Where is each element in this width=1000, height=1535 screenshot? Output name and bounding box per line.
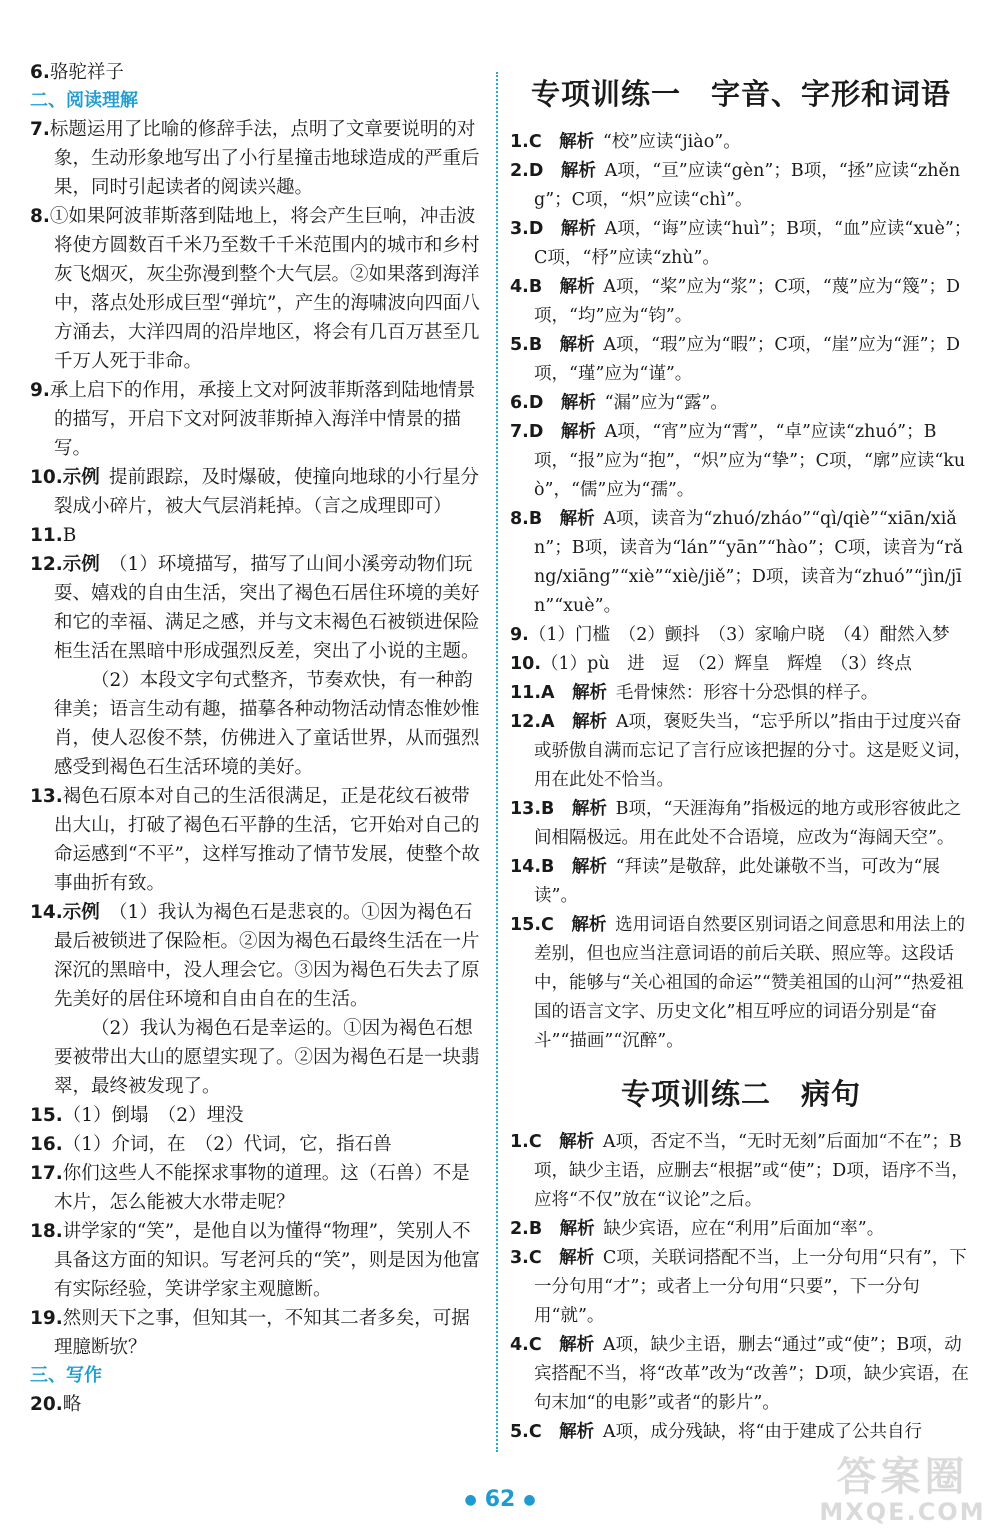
answer-tag: 解析 xyxy=(559,1335,595,1355)
answer-number: 20. xyxy=(30,1394,63,1415)
answer-tag: 解析 xyxy=(559,1132,595,1152)
answer-text: A项，“瑕”应为“暇”；C项，“崖”应为“涯”；D项，“瑾”应为“谨”。 xyxy=(534,335,961,384)
answer-item xyxy=(510,1418,972,1447)
answer-text: （1）环境描写，描写了山间小溪旁动物们玩耍、嬉戏的自由生活，突出了褐色石居住环境的美好和它的幸福、满足之感，并与文末褐色石被锁进保险柜生活在黑暗中形成强烈反差，突出了小说的主题。 xyxy=(54,554,480,662)
answer-tag: 解析 xyxy=(560,422,596,442)
answer-number: 6. xyxy=(30,62,50,83)
answer-item xyxy=(30,1159,488,1217)
page-number-text: 62 xyxy=(484,1487,516,1512)
answer-text: 提前跟踪，及时爆破，使撞向地球的小行星分裂成小碎片，被大气层消耗掉。（言之成理即可） xyxy=(54,467,480,517)
answer-text: A项，褒贬失当，“忘乎所以”指由于过度兴奋或骄傲自满而忘记了言行应该把握的分寸。这是贬义词，用在此处不恰当。 xyxy=(534,712,972,790)
answer-number: 10. xyxy=(510,654,542,674)
answer-number: 19. xyxy=(30,1308,63,1329)
answer-item xyxy=(510,1128,972,1215)
answer-text: A项，缺少主语，删去“通过”或“使”；B项，动宾搭配不当，将“改革”改为“改善”；D项，缺少宾语，在句末加“的电影”或者“的影片”。 xyxy=(534,1335,969,1413)
answer-tag: 解析 xyxy=(560,161,596,181)
answer-tag: 解析 xyxy=(571,799,607,819)
answer-item xyxy=(30,1130,488,1159)
left-column xyxy=(30,58,488,1419)
answer-item xyxy=(510,273,972,331)
answer-number: 2. xyxy=(510,161,529,181)
answer-item xyxy=(510,389,972,418)
watermark-logo-top: 答案圈 xyxy=(836,1454,969,1500)
answer-choice: D xyxy=(528,161,544,181)
answer-text: 你们这些人不能探求事物的道理。这（石兽）不是木片，怎么能被大水带走呢？ xyxy=(54,1163,470,1213)
answer-text: 讲学家的“笑”，是他自以为懂得“物理”，笑别人不具备这方面的知识。写老河兵的“笑”，则是因为他富有实际经验，笑讲学家主观臆断。 xyxy=(54,1221,480,1300)
answer-item xyxy=(510,157,972,215)
answer-text: 缺少宾语，应在“利用”后面加“率”。 xyxy=(603,1219,885,1239)
answer-item xyxy=(510,1331,972,1418)
answer-choice: D xyxy=(528,393,544,413)
answer-number: 1. xyxy=(510,1132,529,1152)
answer-number: 17. xyxy=(30,1163,63,1184)
answer-tag: 解析 xyxy=(571,915,607,935)
answer-tag: 解析 xyxy=(559,509,595,529)
answer-item xyxy=(510,331,972,389)
page-number-dot-right: ● xyxy=(523,1492,536,1508)
section-heading: 专项训练二 病句 xyxy=(620,1077,861,1111)
answer-item xyxy=(510,505,972,621)
answer-number: 5. xyxy=(510,335,529,355)
answer-item xyxy=(30,1390,488,1419)
answer-choice: C xyxy=(528,1335,542,1355)
answer-text: （1）门槛 （2）颤抖 （3）家喻户晓 （4）酣然入梦 xyxy=(528,625,950,645)
answer-item xyxy=(30,1304,488,1362)
section-title: 三、写作 xyxy=(30,1365,102,1386)
answer-choice: A xyxy=(541,712,555,732)
right-column xyxy=(510,58,972,1447)
answer-paragraph: （2）我认为褐色石是幸运的。①因为褐色石想要被带出大山的愿望实现了。②因为褐色石是一块翡翠，最终被发现了。 xyxy=(54,1018,480,1097)
answer-item xyxy=(510,708,972,795)
answer-text: （1）pù 进 逗 （2）辉皇 辉煌 （3）终点 xyxy=(541,654,912,674)
answer-text: “拜读”是敬辞，此处谦敬不当，可改为“展读”。 xyxy=(534,857,940,906)
answer-tag: 解析 xyxy=(572,683,608,703)
answer-text: 标题运用了比喻的修辞手法，点明了文章要说明的对象，生动形象地写出了小行星撞击地球造成的严重后果，同时引起读者的阅读兴趣。 xyxy=(49,119,480,198)
answer-tag: 解析 xyxy=(559,277,595,297)
answer-item xyxy=(30,376,488,463)
answer-choice: C xyxy=(528,1422,542,1442)
answer-tag: 示例 xyxy=(62,554,100,575)
answer-item xyxy=(30,1101,488,1130)
answer-tag: 解析 xyxy=(559,1248,595,1268)
answer-tag: 解析 xyxy=(559,1422,595,1442)
answer-number: 15. xyxy=(510,915,542,935)
answer-choice: B xyxy=(541,799,555,819)
answer-text: （1）介词，在 （2）代词，它，指石兽 xyxy=(62,1134,392,1155)
answer-tag: 示例 xyxy=(62,467,100,488)
answer-item xyxy=(30,550,488,666)
answer-number: 3. xyxy=(510,1248,529,1268)
section-title: 二、阅读理解 xyxy=(30,90,138,111)
answer-text: A项，“诲”应读“huì”；B项，“血”应读“xuè”；C项，“杼”应读“zhù”。 xyxy=(534,219,972,268)
answer-text: 毛骨悚然：形容十分恐惧的样子。 xyxy=(615,683,879,703)
answer-number: 5. xyxy=(510,1422,529,1442)
answer-item xyxy=(510,911,972,1056)
answer-choice: B xyxy=(528,335,543,355)
answer-text: “漏”应为“露”。 xyxy=(604,393,728,413)
answer-number: 6. xyxy=(510,393,529,413)
answer-item xyxy=(510,1244,972,1331)
answer-item xyxy=(510,1215,972,1244)
answer-tag: 解析 xyxy=(559,132,595,152)
answer-tag: 解析 xyxy=(559,1219,595,1239)
column-divider xyxy=(496,72,498,1452)
answer-text: A项，“宵”应为“霄”，“卓”应读“zhuó”；B项，“报”应为“抱”，“炽”应为“挚”；C项，“廓”应读“kuò”，“儒”应为“孺”。 xyxy=(534,422,966,500)
answer-text: B xyxy=(62,525,77,546)
answer-item xyxy=(510,795,972,853)
answer-text: 承上启下的作用，承接上文对阿波菲斯落到陆地情景的描写，开启下文对阿波菲斯掉入海洋中情景的描写。 xyxy=(49,380,476,459)
answer-text: C项，关联词搭配不当，上一分句用“只有”，下一分句用“才”；或者上一分句用“只要”，下一分句用“就”。 xyxy=(534,1248,967,1326)
section-heading: 专项训练一 字音、字形和词语 xyxy=(530,77,951,111)
answer-text: A项，“亘”应读“gèn”；B项，“拯”应读“zhěng”；C项，“炽”应读“chì”。 xyxy=(534,161,961,210)
answer-tag: 解析 xyxy=(571,857,607,877)
answer-number: 14. xyxy=(510,857,542,877)
answer-number: 12. xyxy=(30,554,63,575)
answer-number: 13. xyxy=(30,786,63,807)
answer-text: “校”应读“jiào”。 xyxy=(602,132,741,152)
answer-paragraph: （2）本段文字句式整齐，节奏欢快，有一种韵律美；语言生动有趣，描摹各种动物活动情态惟妙惟肖，使人忍俊不禁，仿佛进入了童话世界，从而强烈感受到褐色石生活环境的美好。 xyxy=(54,670,480,778)
answer-number: 1. xyxy=(510,132,529,152)
answer-number: 4. xyxy=(510,277,529,297)
answer-item xyxy=(510,621,972,650)
answer-number: 14. xyxy=(30,902,63,923)
answer-text: （1）我认为褐色石是悲哀的。①因为褐色石最后被锁进了保险柜。②因为褐色石最终生活在一片深沉的黑暗中，没人理会它。③因为褐色石失去了原先美好的居住环境和自由自在的生活。 xyxy=(54,902,480,1010)
answer-number: 8. xyxy=(30,206,50,227)
answer-item xyxy=(510,215,972,273)
answer-item xyxy=(30,898,488,1014)
answer-number: 2. xyxy=(510,1219,529,1239)
answer-choice: D xyxy=(528,219,544,239)
answer-choice: C xyxy=(528,1132,542,1152)
answer-item xyxy=(510,853,972,911)
answer-number: 9. xyxy=(30,380,50,401)
answer-item xyxy=(30,521,488,550)
answer-item xyxy=(30,58,488,87)
answer-number: 11. xyxy=(30,525,63,546)
answer-choice: B xyxy=(528,277,543,297)
answer-number: 12. xyxy=(510,712,542,732)
answer-choice: B xyxy=(528,1219,543,1239)
answer-text: 选用词语自然要区别词语之间意思和用法上的差别，但也应当注意词语的前后关联、照应等。这段话中，能够与“关心祖国的命运”“赞美祖国的山河”“热爱祖国的语言文字、历史文化”相互呼应的词语分别是“奋斗”“描画”“沉醉”。 xyxy=(534,915,966,1051)
answer-item xyxy=(30,1217,488,1304)
answer-number: 4. xyxy=(510,1335,529,1355)
answer-choice: D xyxy=(528,422,544,442)
answer-tag: 解析 xyxy=(572,712,608,732)
page-number-dot-left: ● xyxy=(464,1492,477,1508)
answer-number: 15. xyxy=(30,1105,63,1126)
answer-text: B项，“天涯海角”指极远的地方或形容彼此之间相隔极远。用在此处不合语境，应改为“海阔天空”。 xyxy=(534,799,962,848)
answer-tag: 解析 xyxy=(560,393,596,413)
answer-choice: B xyxy=(541,857,555,877)
answer-item xyxy=(30,782,488,898)
answer-text: A项，否定不当，“无时无刻”后面加“不在”；B项，缺少主语，应删去“根据”或“使”；D项，语序不当，应将“不仅”放在“议论”之后。 xyxy=(534,1132,969,1210)
answer-item xyxy=(30,115,488,202)
answer-number: 7. xyxy=(30,119,50,140)
answer-number: 8. xyxy=(510,509,529,529)
answer-number: 16. xyxy=(30,1134,63,1155)
answer-number: 7. xyxy=(510,422,529,442)
watermark-logo-bottom: MXQE.COM xyxy=(819,1498,986,1526)
answer-text: ①如果阿波菲斯落到陆地上，将会产生巨响，冲击波将使方圆数百千米乃至数千千米范围内的城市和乡村灰飞烟灭，灰尘弥漫到整个大气层。②如果落到海洋中，落点处形成巨型“弹坑”，产生的海啸波向四面八方涌去，大洋四周的沿岸地区，将会有几百万甚至几千万人死于非命。 xyxy=(49,206,480,372)
answer-number: 18. xyxy=(30,1221,63,1242)
answer-number: 9. xyxy=(510,625,529,645)
answer-tag: 解析 xyxy=(560,219,596,239)
answer-choice: C xyxy=(528,132,542,152)
answer-number: 13. xyxy=(510,799,542,819)
answer-choice: C xyxy=(541,915,554,935)
answer-text: A项，读音为“zhuó/zháo”“qì/qiè”“xiān/xiǎn”；B项，读音为“lán”“yān”“hào”；C项，读音为“rǎng/xiāng”“xiè”“xiè/jiě”；D项，读音为“zhuó”“jìn/jīn”“xuè”。 xyxy=(534,509,964,616)
answer-number: 10. xyxy=(30,467,63,488)
answer-item xyxy=(510,679,972,708)
answer-text: 褐色石原本对自己的生活很满足，正是花纹石被带出大山，打破了褐色石平静的生活，它开始对自己的命运感到“不平”，这样写推动了情节发展，使整个故事曲折有致。 xyxy=(54,786,480,894)
answer-tag: 示例 xyxy=(62,902,100,923)
watermark-logo xyxy=(815,1455,990,1530)
answer-tag: 解析 xyxy=(559,335,595,355)
answer-item xyxy=(30,202,488,376)
answer-number: 3. xyxy=(510,219,529,239)
answer-text: 骆驼祥子 xyxy=(49,62,124,83)
answer-text: （1）倒塌 （2）埋没 xyxy=(62,1105,244,1126)
answer-item xyxy=(510,128,972,157)
answer-number: 11. xyxy=(510,683,542,703)
answer-choice: B xyxy=(528,509,543,529)
answer-text: 然则天下之事，但知其一，不知其二者多矣，可据理臆断欤？ xyxy=(54,1308,470,1358)
answer-choice: C xyxy=(528,1248,542,1268)
answer-text: A项，“桨”应为“浆”；C项，“蔑”应为“篾”；D项，“均”应为“钧”。 xyxy=(534,277,961,326)
answer-text: A项，成分残缺，将“由于建成了公共自行 xyxy=(602,1422,923,1442)
answer-item xyxy=(510,650,972,679)
answer-text: 略 xyxy=(62,1394,82,1415)
answer-item xyxy=(30,463,488,521)
answer-item xyxy=(510,418,972,505)
answer-choice: A xyxy=(541,683,555,703)
